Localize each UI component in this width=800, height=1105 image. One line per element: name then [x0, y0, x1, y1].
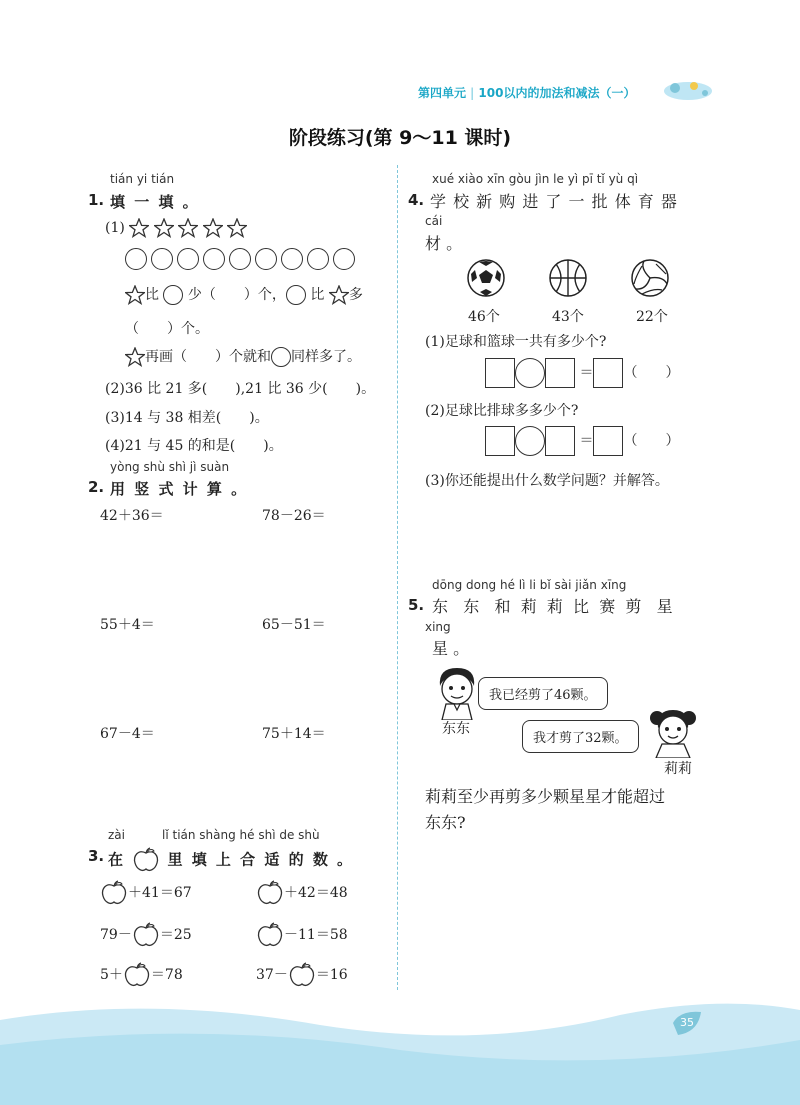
column-divider	[397, 165, 398, 990]
circle-icon	[177, 248, 199, 270]
apple-icon	[256, 880, 284, 906]
q4-sub-1: (1)足球和篮球一共有多少个?	[425, 334, 607, 350]
star-icon	[154, 218, 174, 238]
lili-girl-icon	[648, 702, 698, 758]
q4-text-1: 学 校 新 购 进 了 一 批 体 育 器	[430, 192, 678, 211]
header-unit: 第四单元	[418, 86, 467, 100]
apple-icon	[288, 962, 316, 988]
basketball-icon	[548, 258, 588, 298]
answer-box[interactable]	[485, 426, 515, 456]
soccer-count: 46个	[468, 309, 500, 325]
header-unit-topic: 第四单元 | 100以内的加法和减法（一）	[418, 86, 636, 100]
q1-part2: (2)36 比 21 多( ),21 比 36 少( )。	[105, 381, 376, 397]
apple-icon	[256, 922, 284, 948]
circle-icon	[286, 285, 306, 305]
volleyball-icon	[630, 258, 670, 298]
q2-number: 2.	[88, 478, 105, 496]
circle-icon	[203, 248, 225, 270]
answer-box[interactable]	[593, 426, 623, 456]
q1-part3: (3)14 与 38 相差( )。	[105, 410, 269, 426]
q2-item: 65－51＝	[262, 617, 326, 633]
q3-equation-6: 37－ ＝16	[256, 962, 348, 988]
q3-title: 在 里 填 上 合 适 的 数 。	[108, 847, 354, 873]
q4-sub-1-equation: ＝ （ ）	[485, 358, 679, 388]
q3-equation-1: ＋41＝67	[100, 880, 192, 906]
answer-box[interactable]	[545, 426, 575, 456]
answer-box[interactable]	[593, 358, 623, 388]
q4-pinyin-2: cái	[425, 214, 443, 228]
apple-icon	[123, 962, 151, 988]
answer-box[interactable]	[545, 358, 575, 388]
q2-pinyin: yòng shù shì jì suàn	[110, 460, 230, 474]
q3-number: 3.	[88, 847, 105, 865]
q3-equation-4: －11＝58	[256, 922, 348, 948]
q1-part4: (4)21 与 45 的和是( )。	[105, 438, 283, 454]
dongdong-name: 东东	[442, 721, 470, 737]
star-icon	[178, 218, 198, 238]
circle-icon	[255, 248, 277, 270]
dongdong-speech-bubble: 我已经剪了46颗。	[478, 677, 608, 710]
q5-pinyin-2: xing	[425, 620, 451, 634]
q1-number: 1.	[88, 191, 105, 209]
star-icon	[129, 218, 149, 238]
header-decoration-icon	[650, 74, 720, 104]
basketball-count: 43个	[552, 309, 584, 325]
q5-pinyin-1: dōng dong hé lì li bǐ sài jiǎn xīng	[432, 578, 627, 592]
q4-pinyin-1: xué xiào xīn gòu jìn le yì pī tǐ yù qì	[432, 172, 639, 186]
q2-item: 78－26＝	[262, 508, 326, 524]
apple-icon	[100, 880, 128, 906]
q2-item: 67－4＝	[100, 726, 155, 742]
star-icon	[203, 218, 223, 238]
circle-icon	[281, 248, 303, 270]
q1-title: 填 一 填 。	[110, 193, 200, 211]
q5-text-2: 星 。	[432, 639, 470, 658]
page-number: 35	[680, 1016, 694, 1029]
q5-text-1: 东 东 和 莉 莉 比 赛 剪 星	[432, 597, 673, 616]
circle-icon	[151, 248, 173, 270]
q1-p1-line3: 再画（ ）个就和 同样多了。	[125, 346, 361, 367]
lili-name: 莉莉	[664, 761, 692, 777]
q3-equation-2: ＋42＝48	[256, 880, 348, 906]
q1-p1-line1: 比 少（ ）个， 比 多	[125, 284, 363, 305]
apple-icon	[132, 847, 160, 873]
dongdong-boy-icon	[432, 664, 482, 720]
q4-text-2: 材 。	[425, 234, 463, 253]
unit-paren: （ ）	[623, 433, 680, 449]
q5-question-line-1: 莉莉至少再剪多少颗星星才能超过	[425, 787, 666, 806]
volleyball-count: 22个	[636, 309, 668, 325]
circle-icon	[307, 248, 329, 270]
q4-number: 4.	[408, 191, 425, 209]
q2-item: 55＋4＝	[100, 617, 155, 633]
q1-p1-line2: （ ）个。	[125, 321, 209, 337]
q1-p1-stars	[105, 218, 247, 238]
q4-sub-2: (2)足球比排球多多少个?	[425, 403, 579, 419]
q1-circles-row	[125, 248, 359, 270]
q3-pinyin-a: zài	[108, 828, 125, 842]
operator-circle[interactable]	[515, 358, 545, 388]
circle-icon	[163, 285, 183, 305]
lili-speech-bubble: 我才剪了32颗。	[522, 720, 639, 753]
q3-equation-5: 5＋ ＝78	[100, 962, 183, 988]
page-title: 阶段练习(第 9～11 课时)	[288, 127, 512, 149]
q5-question-line-2: 东东?	[425, 813, 466, 832]
operator-circle[interactable]	[515, 426, 545, 456]
circle-icon	[271, 347, 291, 367]
answer-box[interactable]	[485, 358, 515, 388]
circle-icon	[229, 248, 251, 270]
star-icon	[227, 218, 247, 238]
q2-item: 42＋36＝	[100, 508, 164, 524]
q4-sub-3: (3)你还能提出什么数学问题？并解答。	[425, 473, 669, 489]
star-icon	[125, 347, 145, 367]
circle-icon	[333, 248, 355, 270]
star-icon	[125, 285, 145, 305]
star-icon	[329, 285, 349, 305]
header-topic: 100以内的加法和减法（一）	[478, 86, 636, 100]
q3-equation-3: 79－ ＝25	[100, 922, 192, 948]
circle-icon	[125, 248, 147, 270]
q4-sub-2-equation: ＝ （ ）	[485, 426, 679, 456]
q2-title: 用 竖 式 计 算 。	[110, 480, 249, 498]
q1-p1-label: (1)	[105, 220, 125, 236]
q5-number: 5.	[408, 596, 425, 614]
q2-item: 75＋14＝	[262, 726, 326, 742]
soccer-ball-icon	[466, 258, 506, 298]
q1-pinyin: tián yi tián	[110, 172, 175, 186]
apple-icon	[132, 922, 160, 948]
q3-pinyin-b: lǐ tián shàng hé shì de shù	[162, 828, 320, 842]
unit-paren: （ ）	[623, 365, 680, 381]
